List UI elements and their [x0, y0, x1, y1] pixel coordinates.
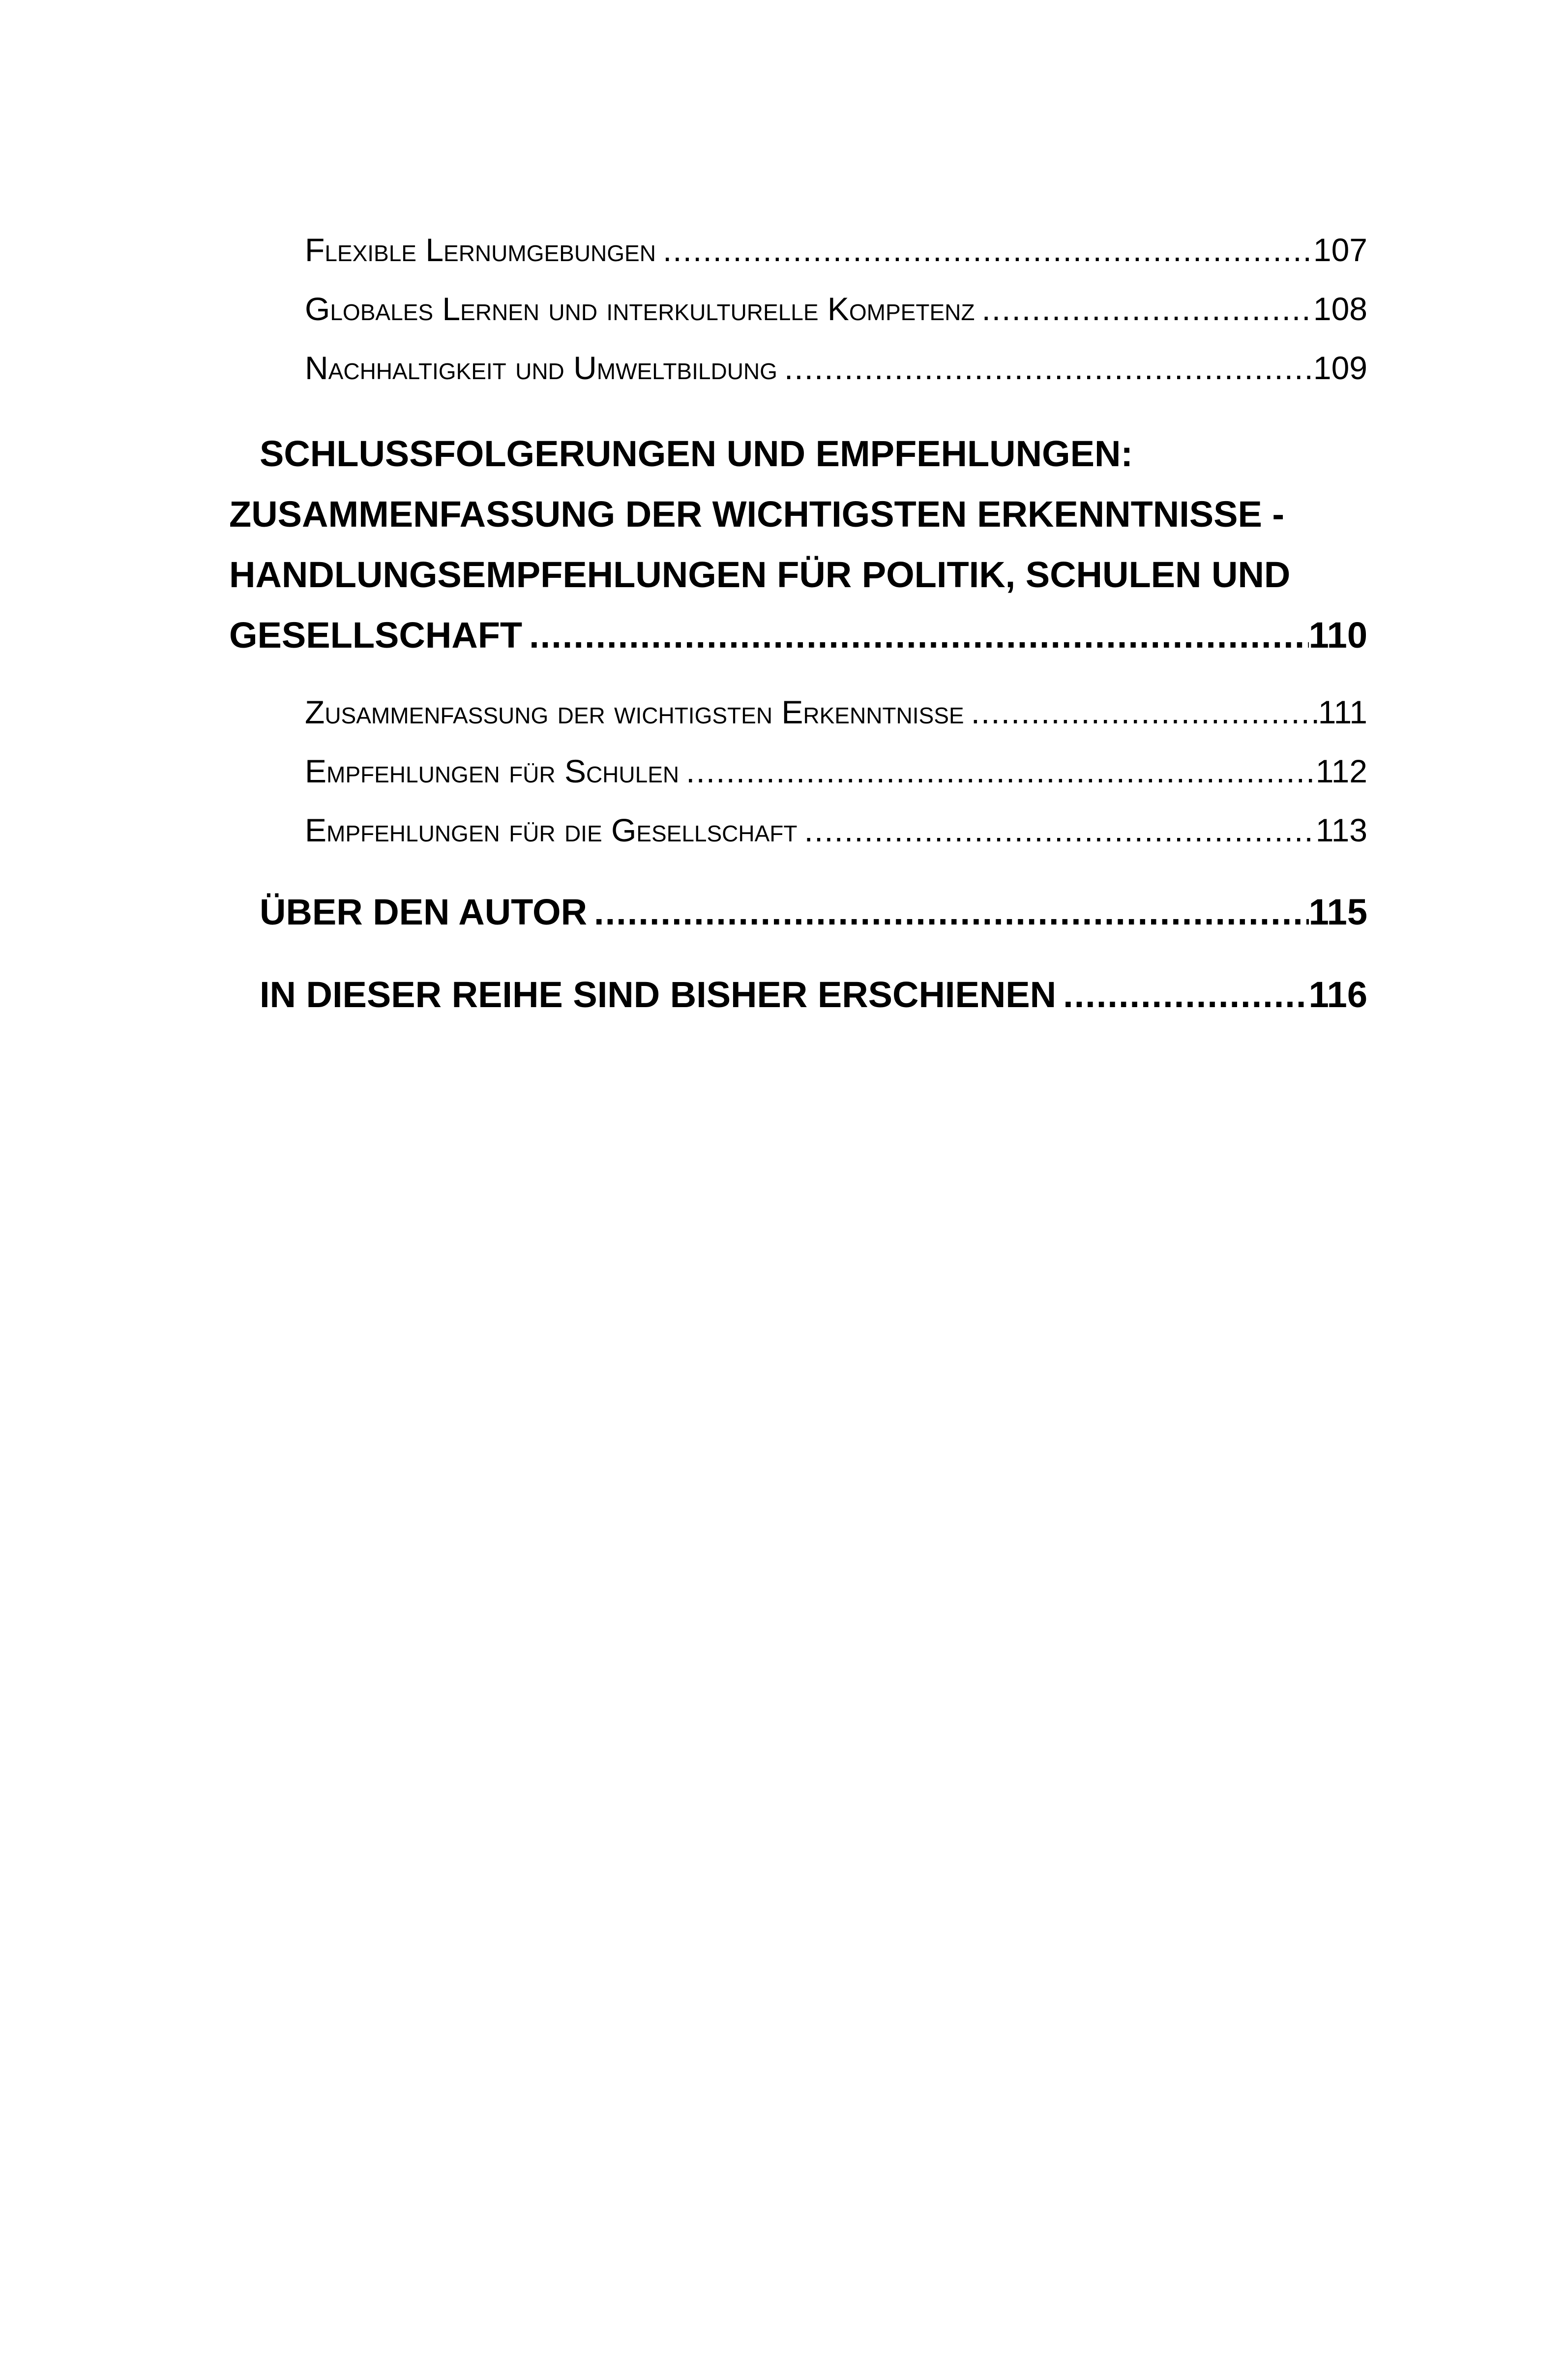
toc-entry-title: Empfehlungen für Schulen — [305, 753, 680, 789]
toc-entry-page: 115 — [1308, 892, 1367, 932]
toc-entry-title: Empfehlungen für die Gesellschaft — [305, 812, 798, 848]
leader-dots — [964, 693, 1318, 731]
toc-entry-series[interactable] — [260, 974, 1367, 1028]
toc-entry-title: Flexible Lernumgebungen — [305, 232, 656, 268]
toc-conclusions-line-1[interactable]: SCHLUSSFOLGERUNGEN UND EMPFEHLUNGEN: — [260, 433, 1133, 474]
leader-dots — [587, 891, 1309, 933]
toc-conclusions-line-3[interactable]: HANDLUNGSEMPFEHLUNGEN FÜR POLITIK, SCHULEN UND — [229, 554, 1291, 595]
toc-entry-page: 109 — [1313, 350, 1367, 386]
leader-dots — [798, 811, 1316, 849]
toc-entry-page: 112 — [1315, 753, 1367, 789]
toc-entry-conclusions[interactable] — [229, 614, 1367, 668]
toc-entry-page: 113 — [1315, 812, 1367, 848]
toc-entry-title: Zusammenfassung der wichtigsten Erkenntnisse — [305, 694, 964, 730]
toc-entry-globales-lernen[interactable] — [305, 290, 1367, 337]
toc-entry-flexible-lernumgebungen[interactable] — [305, 231, 1367, 278]
toc-entry-zusammenfassung[interactable] — [305, 693, 1367, 741]
toc-entry-empfehlungen-schulen[interactable] — [305, 752, 1367, 800]
toc-conclusions-line-2[interactable]: ZUSAMMENFASSUNG DER WICHTIGSTEN ERKENNTNISSE - — [229, 494, 1285, 535]
toc-entry-empfehlungen-gesellschaft[interactable] — [305, 811, 1367, 859]
leader-dots — [1056, 974, 1309, 1015]
toc-entry-title: ÜBER DEN AUTOR — [260, 892, 588, 932]
toc-entry-page: 110 — [1308, 615, 1367, 656]
leader-dots — [777, 349, 1313, 387]
toc-entry-page: 111 — [1318, 694, 1367, 730]
leader-dots — [522, 614, 1308, 656]
toc-entry-title: Nachhaltigkeit und Umweltbildung — [305, 350, 777, 386]
toc-entry-title: IN DIESER REIHE SIND BISHER ERSCHIENEN — [260, 974, 1057, 1015]
toc-entry-nachhaltigkeit[interactable] — [305, 349, 1367, 396]
leader-dots — [656, 231, 1313, 269]
toc-entry-title: GESELLSCHAFT — [229, 615, 523, 656]
toc-entry-about-author[interactable] — [260, 891, 1367, 945]
toc-entry-title: Globales Lernen und interkulturelle Kompetenz — [305, 291, 975, 327]
leader-dots — [679, 752, 1316, 790]
toc-entry-page: 107 — [1313, 232, 1367, 268]
toc-entry-page: 108 — [1313, 291, 1367, 327]
toc-entry-page: 116 — [1308, 974, 1367, 1015]
leader-dots — [975, 290, 1313, 328]
